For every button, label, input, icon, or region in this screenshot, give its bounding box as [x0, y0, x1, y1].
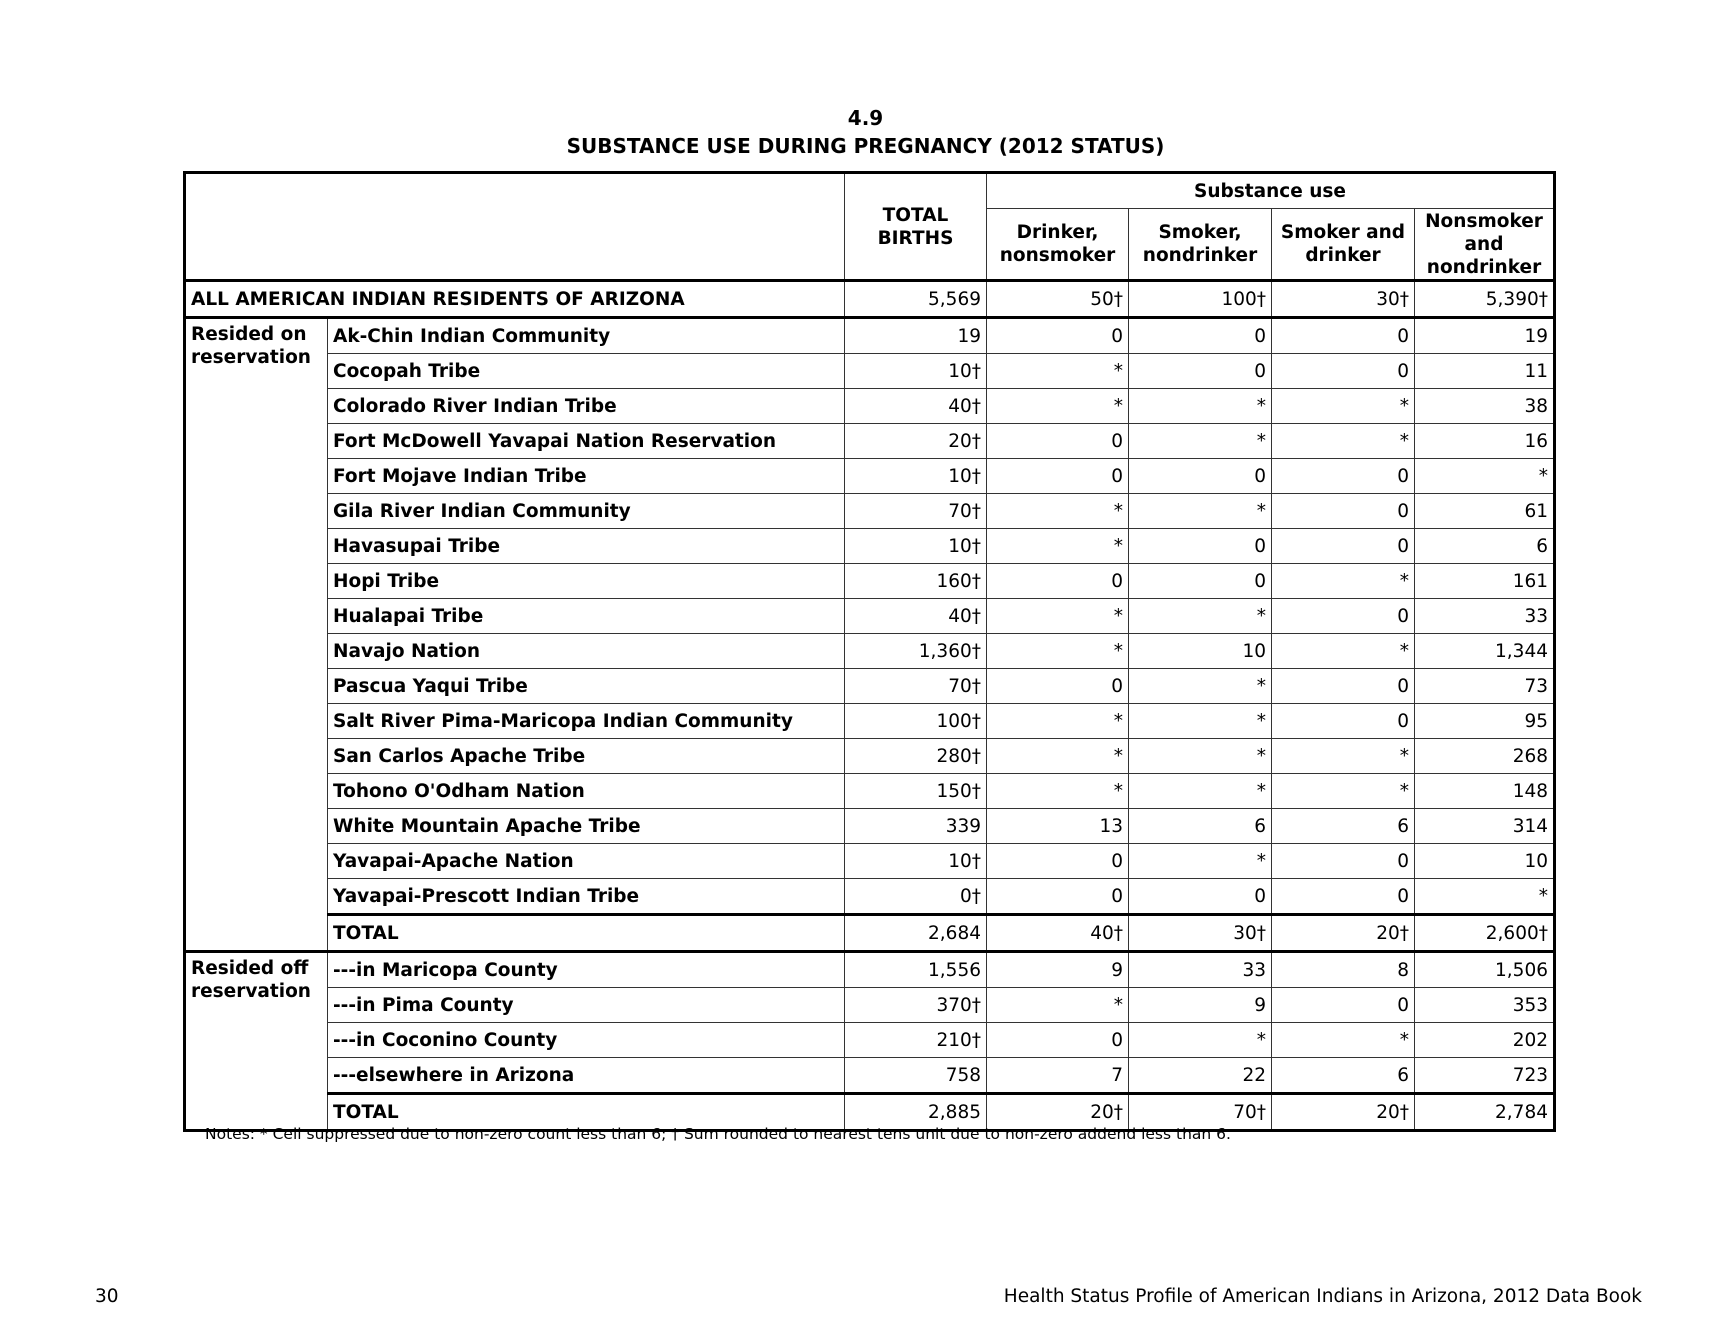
table-cell: 723 — [1415, 1058, 1555, 1094]
table-row — [185, 318, 1555, 354]
total-label: TOTAL — [328, 1094, 845, 1131]
table-cell: * — [1272, 739, 1415, 774]
table-cell: * — [987, 389, 1129, 424]
table-row — [185, 424, 1555, 459]
table-cell: 0 — [1272, 844, 1415, 879]
table-cell: 0 — [987, 879, 1129, 915]
row-label: Tohono O'Odham Nation — [328, 774, 845, 809]
row-label: Ak-Chin Indian Community — [328, 318, 845, 354]
table-cell: * — [1415, 459, 1555, 494]
table-cell: 19 — [845, 318, 987, 354]
table-cell: 30† — [1129, 915, 1272, 952]
table-row — [185, 988, 1555, 1023]
table-cell: 0 — [1129, 879, 1272, 915]
table-cell: 0 — [1129, 318, 1272, 354]
header-blank-cell — [185, 173, 845, 281]
table-cell: 0 — [987, 844, 1129, 879]
table-row — [185, 844, 1555, 879]
table-cell: * — [987, 774, 1129, 809]
total-label: TOTAL — [328, 915, 845, 952]
table-row — [185, 1058, 1555, 1094]
table-cell: 95 — [1415, 704, 1555, 739]
table-cell: 70† — [845, 669, 987, 704]
row-label: ---in Pima County — [328, 988, 845, 1023]
table-cell: 370† — [845, 988, 987, 1023]
table-cell: 19 — [1415, 318, 1555, 354]
table-cell: 0 — [1272, 354, 1415, 389]
table-cell: * — [1129, 669, 1272, 704]
row-label: Yavapai-Apache Nation — [328, 844, 845, 879]
row-label: Gila River Indian Community — [328, 494, 845, 529]
table-row — [185, 634, 1555, 669]
row-label: Havasupai Tribe — [328, 529, 845, 564]
table-row — [185, 669, 1555, 704]
table-cell: 33 — [1415, 599, 1555, 634]
table-cell: 10† — [845, 844, 987, 879]
table-cell: 268 — [1415, 739, 1555, 774]
table-cell: * — [1129, 774, 1272, 809]
table-cell: * — [1272, 774, 1415, 809]
table-cell: * — [1272, 634, 1415, 669]
table-cell: * — [987, 529, 1129, 564]
table-cell: * — [987, 354, 1129, 389]
header-substance-use: Substance use — [987, 173, 1555, 209]
row-label: Pascua Yaqui Tribe — [328, 669, 845, 704]
group-label: Resided off reservation — [185, 952, 328, 1131]
table-cell: 161 — [1415, 564, 1555, 599]
table-cell: * — [1129, 424, 1272, 459]
table-cell: * — [1129, 844, 1272, 879]
table-cell: 9 — [987, 952, 1129, 988]
table-cell: 20† — [1272, 915, 1415, 952]
table-cell: * — [1272, 564, 1415, 599]
table-row — [185, 774, 1555, 809]
table-cell: 0 — [1129, 459, 1272, 494]
table-cell: 0 — [1272, 529, 1415, 564]
table-row — [185, 354, 1555, 389]
table-cell: 40† — [845, 599, 987, 634]
table-cell: 73 — [1415, 669, 1555, 704]
table-heading: SUBSTANCE USE DURING PREGNANCY (2012 STATUS) — [566, 134, 1165, 158]
header-column: Drinker, nonsmoker — [987, 209, 1129, 281]
row-label: Cocopah Tribe — [328, 354, 845, 389]
table-cell: 202 — [1415, 1023, 1555, 1058]
table-row — [185, 564, 1555, 599]
substance-use-table — [183, 171, 1556, 1132]
row-label: San Carlos Apache Tribe — [328, 739, 845, 774]
footer-book-title: Health Status Profile of American Indians in Arizona, 2012 Data Book — [1003, 1286, 1642, 1307]
table-cell: * — [1129, 599, 1272, 634]
table-cell: 70† — [1129, 1094, 1272, 1131]
header-column: Nonsmoker and nondrinker — [1415, 209, 1555, 281]
row-label: ---in Coconino County — [328, 1023, 845, 1058]
row-label: White Mountain Apache Tribe — [328, 809, 845, 844]
header-column: Smoker and drinker — [1272, 209, 1415, 281]
table-cell: 0 — [1272, 494, 1415, 529]
table-cell: 61 — [1415, 494, 1555, 529]
table-row — [185, 1023, 1555, 1058]
table-cell: 7 — [987, 1058, 1129, 1094]
row-label: Salt River Pima-Maricopa Indian Community — [328, 704, 845, 739]
table-cell: 0† — [845, 879, 987, 915]
table-cell: 6 — [1415, 529, 1555, 564]
table-cell: 20† — [1272, 1094, 1415, 1131]
table-cell: 13 — [987, 809, 1129, 844]
table-cell: 0 — [1272, 459, 1415, 494]
row-label: Navajo Nation — [328, 634, 845, 669]
row-label: Colorado River Indian Tribe — [328, 389, 845, 424]
table-cell: 0 — [987, 1023, 1129, 1058]
table-cell: 100† — [845, 704, 987, 739]
all-residents-row — [185, 281, 1555, 318]
table-cell: 20† — [987, 1094, 1129, 1131]
table-cell: 8 — [1272, 952, 1415, 988]
table-cell: 0 — [987, 424, 1129, 459]
table-cell: 0 — [1272, 704, 1415, 739]
table-cell: * — [1272, 424, 1415, 459]
table-row — [185, 879, 1555, 915]
table-cell: * — [987, 634, 1129, 669]
table-cell: 0 — [1272, 669, 1415, 704]
table-cell: 353 — [1415, 988, 1555, 1023]
row-label: ---in Maricopa County — [328, 952, 845, 988]
table-cell: * — [1129, 1023, 1272, 1058]
table-cell: 0 — [1129, 529, 1272, 564]
table-cell: 0 — [987, 459, 1129, 494]
table-cell: 6 — [1129, 809, 1272, 844]
table-cell: * — [1129, 389, 1272, 424]
table-cell: 0 — [1272, 318, 1415, 354]
table-cell: 50† — [987, 281, 1129, 318]
table-cell: 0 — [1129, 564, 1272, 599]
table-cell: 6 — [1272, 1058, 1415, 1094]
table-cell: 160† — [845, 564, 987, 599]
table-cell: 1,506 — [1415, 952, 1555, 988]
table-cell: * — [1129, 739, 1272, 774]
row-label: Fort Mojave Indian Tribe — [328, 459, 845, 494]
table-cell: 5,390† — [1415, 281, 1555, 318]
row-label: ---elsewhere in Arizona — [328, 1058, 845, 1094]
table-cell: 10 — [1129, 634, 1272, 669]
table-cell: 5,569 — [845, 281, 987, 318]
table-cell: 100† — [1129, 281, 1272, 318]
row-label: Yavapai-Prescott Indian Tribe — [328, 879, 845, 915]
table-row — [185, 529, 1555, 564]
table-row — [185, 494, 1555, 529]
table-cell: 0 — [1129, 354, 1272, 389]
group-label: Resided on reservation — [185, 318, 328, 952]
page-number: 30 — [95, 1286, 119, 1307]
table-cell: 0 — [987, 564, 1129, 599]
table-row — [185, 739, 1555, 774]
group-total-row — [185, 915, 1555, 952]
table-cell: 0 — [987, 669, 1129, 704]
table-cell: * — [987, 494, 1129, 529]
table-cell: * — [1272, 1023, 1415, 1058]
table-row — [185, 459, 1555, 494]
table-cell: 0 — [987, 318, 1129, 354]
table-title — [0, 104, 1731, 160]
table-cell: 210† — [845, 1023, 987, 1058]
table-cell: * — [1415, 879, 1555, 915]
table-cell: 10† — [845, 529, 987, 564]
table-cell: 30† — [1272, 281, 1415, 318]
table-cell: 16 — [1415, 424, 1555, 459]
table-cell: 2,684 — [845, 915, 987, 952]
table-cell: 1,360† — [845, 634, 987, 669]
table-cell: 20† — [845, 424, 987, 459]
table-row — [185, 389, 1555, 424]
table-cell: 40† — [845, 389, 987, 424]
table-cell: 40† — [987, 915, 1129, 952]
table-cell: * — [987, 704, 1129, 739]
row-label: Hopi Tribe — [328, 564, 845, 599]
table-cell: 2,885 — [845, 1094, 987, 1131]
table-row — [185, 599, 1555, 634]
table-cell: 38 — [1415, 389, 1555, 424]
table-cell: * — [1272, 389, 1415, 424]
table-row — [185, 704, 1555, 739]
table-cell: 10† — [845, 354, 987, 389]
table-cell: 70† — [845, 494, 987, 529]
table-cell: 33 — [1129, 952, 1272, 988]
table-body — [185, 281, 1555, 1131]
table-cell: 22 — [1129, 1058, 1272, 1094]
table-cell: 2,784 — [1415, 1094, 1555, 1131]
table-cell: * — [987, 599, 1129, 634]
table-cell: 2,600† — [1415, 915, 1555, 952]
table-cell: 9 — [1129, 988, 1272, 1023]
table-row — [185, 952, 1555, 988]
table-cell: * — [987, 739, 1129, 774]
header-total-births: TOTAL BIRTHS — [845, 173, 987, 281]
table-cell: 339 — [845, 809, 987, 844]
table-cell: 1,556 — [845, 952, 987, 988]
table-cell: 0 — [1272, 988, 1415, 1023]
all-residents-label: ALL AMERICAN INDIAN RESIDENTS OF ARIZONA — [185, 281, 845, 318]
table-notes: Notes: * Cell suppressed due to non-zero count less than 6; † Sum rounded to nearest tens unit due to non-zero addend less than 6. — [205, 1125, 1231, 1143]
row-label: Fort McDowell Yavapai Nation Reservation — [328, 424, 845, 459]
table-cell: * — [1129, 704, 1272, 739]
table-cell: 280† — [845, 739, 987, 774]
table-cell: 758 — [845, 1058, 987, 1094]
table-number: 4.9 — [847, 106, 884, 130]
table-row — [185, 809, 1555, 844]
table-cell: 1,344 — [1415, 634, 1555, 669]
table-cell: 0 — [1272, 879, 1415, 915]
table-cell: * — [987, 988, 1129, 1023]
table-cell: 11 — [1415, 354, 1555, 389]
table-cell: 0 — [1272, 599, 1415, 634]
table-cell: 6 — [1272, 809, 1415, 844]
table-cell: * — [1129, 494, 1272, 529]
table-cell: 10 — [1415, 844, 1555, 879]
table-cell: 314 — [1415, 809, 1555, 844]
table-cell: 148 — [1415, 774, 1555, 809]
header-column: Smoker, nondrinker — [1129, 209, 1272, 281]
table-cell: 10† — [845, 459, 987, 494]
row-label: Hualapai Tribe — [328, 599, 845, 634]
table-cell: 150† — [845, 774, 987, 809]
